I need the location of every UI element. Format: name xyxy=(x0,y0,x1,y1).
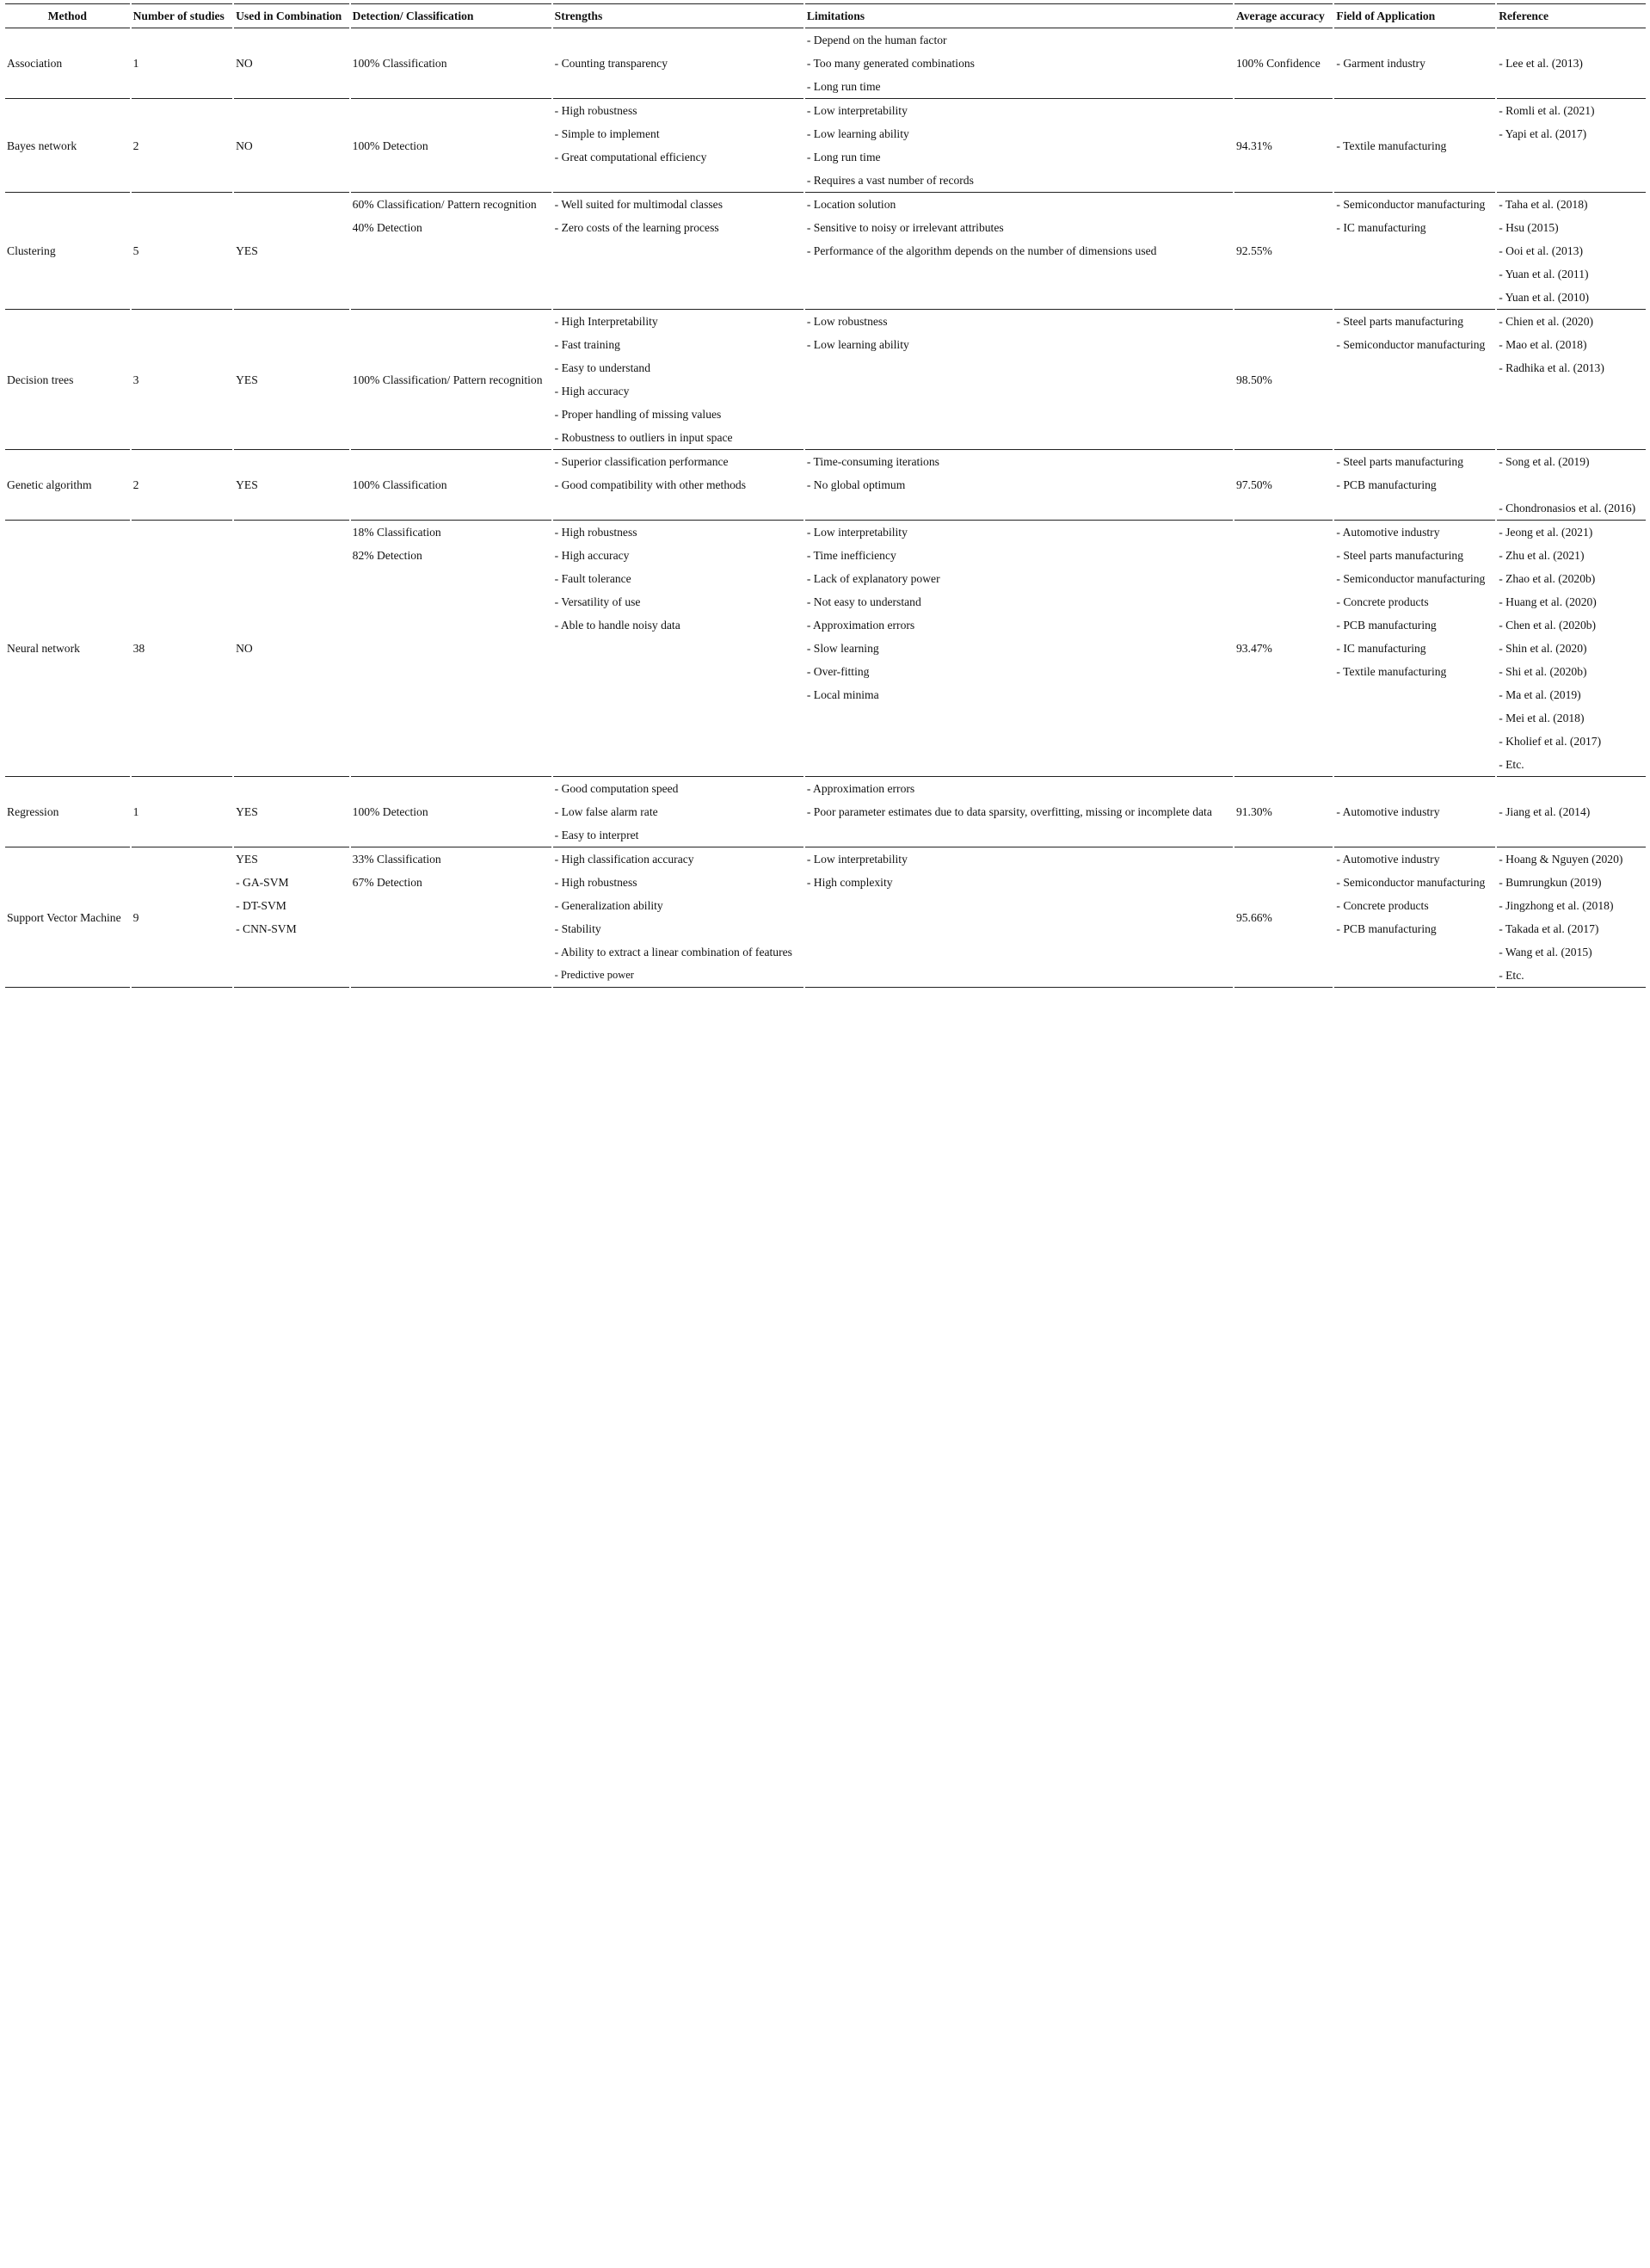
table-row xyxy=(5,521,1646,777)
reference-cell-line: - Etc. xyxy=(1499,758,1524,771)
method-cell: Neural network xyxy=(5,521,130,777)
limitations-cell xyxy=(805,193,1233,310)
strengths-cell-line: - High robustness xyxy=(554,526,637,539)
limitations-cell-line: - Performance of the algorithm depends on the number of dimensions used xyxy=(806,244,1157,257)
limitations-cell xyxy=(805,521,1233,777)
strengths-cell xyxy=(553,99,803,193)
limitations-cell-line: - Approximation errors xyxy=(806,619,915,632)
combination-cell xyxy=(234,847,349,988)
table-row xyxy=(5,28,1646,99)
reference-cell-line: - Hoang & Nguyen (2020) xyxy=(1499,853,1623,866)
combination-cell-line: - GA-SVM xyxy=(236,876,289,889)
reference-cell-line: - Zhao et al. (2020b) xyxy=(1499,572,1596,585)
limitations-cell-line: - Slow learning xyxy=(806,642,879,655)
field-cell xyxy=(1334,521,1495,777)
limitations-cell-line: - Too many generated combinations xyxy=(806,57,975,70)
limitations-cell-line: - High complexity xyxy=(806,876,893,889)
reference-cell-line: - Chien et al. (2020) xyxy=(1499,315,1594,328)
strengths-cell-line: - Good computation speed xyxy=(554,782,679,795)
reference-cell xyxy=(1497,847,1646,988)
limitations-cell-line: - Over-fitting xyxy=(806,665,870,678)
reference-cell-line: - Yuan et al. (2011) xyxy=(1499,268,1589,280)
header-strengths: Strengths xyxy=(553,3,803,28)
strengths-cell xyxy=(553,521,803,777)
combination-cell-line: YES xyxy=(236,805,258,818)
limitations-cell-line: - Low learning ability xyxy=(806,127,909,140)
reference-cell xyxy=(1497,310,1646,450)
field-cell-line: - Garment industry xyxy=(1336,57,1425,70)
reference-cell-line: - Zhu et al. (2021) xyxy=(1499,549,1585,562)
limitations-cell-line: - Poor parameter estimates due to data sparsity, overfitting, missing or incomplete data xyxy=(806,805,1212,818)
field-cell-line: - Semiconductor manufacturing xyxy=(1336,572,1486,585)
strengths-cell-line: - Easy to interpret xyxy=(554,829,639,841)
strengths-cell xyxy=(553,777,803,847)
combination-cell xyxy=(234,777,349,847)
combination-cell-line: YES xyxy=(236,373,258,386)
table-row xyxy=(5,193,1646,310)
limitations-cell-line: - Time inefficiency xyxy=(806,549,896,562)
combination-cell-line: YES xyxy=(236,244,258,257)
method-cell: Genetic algorithm xyxy=(5,450,130,521)
detection-cell-line: 100% Classification/ Pattern recognition xyxy=(352,373,543,386)
strengths-cell-line: - Great computational efficiency xyxy=(554,151,707,163)
combination-cell-line: - DT-SVM xyxy=(236,899,286,912)
strengths-cell-line: - High robustness xyxy=(554,876,637,889)
reference-cell-line: - Song et al. (2019) xyxy=(1499,455,1590,468)
field-cell-line: - PCB manufacturing xyxy=(1336,619,1437,632)
accuracy-cell: 93.47% xyxy=(1234,521,1333,777)
studies-cell: 5 xyxy=(132,193,232,310)
header-accuracy: Average accuracy xyxy=(1234,3,1333,28)
strengths-cell xyxy=(553,450,803,521)
reference-cell-line: - Mao et al. (2018) xyxy=(1499,338,1587,351)
field-cell xyxy=(1334,28,1495,99)
header-detection: Detection/ Classification xyxy=(351,3,551,28)
reference-cell-line: - Lee et al. (2013) xyxy=(1499,57,1583,70)
reference-cell-line: - Yapi et al. (2017) xyxy=(1499,127,1587,140)
detection-cell-line: 100% Classification xyxy=(352,478,447,491)
header-field: Field of Application xyxy=(1334,3,1495,28)
reference-cell-line: - Bumrungkun (2019) xyxy=(1499,876,1602,889)
strengths-cell-line: - Able to handle noisy data xyxy=(554,619,680,632)
studies-cell: 38 xyxy=(132,521,232,777)
table-header-row xyxy=(5,3,1646,28)
accuracy-cell: 100% Confidence xyxy=(1234,28,1333,99)
combination-cell-line: YES xyxy=(236,478,258,491)
limitations-cell-line: - Local minima xyxy=(806,688,879,701)
combination-cell xyxy=(234,193,349,310)
reference-cell-line: - Taha et al. (2018) xyxy=(1499,198,1588,211)
field-cell-line: - IC manufacturing xyxy=(1336,221,1426,234)
detection-cell-line: 40% Detection xyxy=(352,221,422,234)
method-cell: Association xyxy=(5,28,130,99)
field-cell-line: - Semiconductor manufacturing xyxy=(1336,338,1486,351)
combination-cell xyxy=(234,450,349,521)
strengths-cell-line: - Fast training xyxy=(554,338,620,351)
field-cell xyxy=(1334,777,1495,847)
strengths-cell-line: - Good compatibility with other methods xyxy=(554,478,747,491)
limitations-cell xyxy=(805,99,1233,193)
field-cell-line: - PCB manufacturing xyxy=(1336,922,1437,935)
reference-cell-line: - Huang et al. (2020) xyxy=(1499,595,1597,608)
reference-cell-line: - Shin et al. (2020) xyxy=(1499,642,1587,655)
combination-cell-line: NO xyxy=(236,139,253,152)
limitations-cell xyxy=(805,310,1233,450)
comparison-table-wrapper xyxy=(3,3,1647,988)
reference-cell-line: - Chondronasios et al. (2016) xyxy=(1499,502,1636,515)
limitations-cell-line: - No global optimum xyxy=(806,478,906,491)
combination-cell-line: NO xyxy=(236,57,253,70)
field-cell xyxy=(1334,99,1495,193)
detection-cell xyxy=(351,310,551,450)
limitations-cell-line: - Long run time xyxy=(806,80,881,93)
limitations-cell xyxy=(805,450,1233,521)
strengths-cell-line: - Simple to implement xyxy=(554,127,660,140)
reference-cell xyxy=(1497,28,1646,99)
strengths-cell xyxy=(553,193,803,310)
limitations-cell-line: - Low learning ability xyxy=(806,338,909,351)
strengths-cell-line: - Low false alarm rate xyxy=(554,805,658,818)
combination-cell-line: - CNN-SVM xyxy=(236,922,297,935)
header-combination: Used in Combination xyxy=(234,3,349,28)
field-cell-line: - Semiconductor manufacturing xyxy=(1336,198,1486,211)
reference-cell-line xyxy=(1499,473,1644,496)
strengths-cell-line: - Zero costs of the learning process xyxy=(554,221,719,234)
table-row xyxy=(5,450,1646,521)
limitations-cell-line: - Not easy to understand xyxy=(806,595,921,608)
studies-cell: 9 xyxy=(132,847,232,988)
combination-cell xyxy=(234,99,349,193)
detection-cell xyxy=(351,28,551,99)
accuracy-cell: 92.55% xyxy=(1234,193,1333,310)
strengths-cell-line: - Fault tolerance xyxy=(554,572,631,585)
reference-cell xyxy=(1497,99,1646,193)
accuracy-cell: 91.30% xyxy=(1234,777,1333,847)
reference-cell-line: - Yuan et al. (2010) xyxy=(1499,291,1590,304)
header-limitations: Limitations xyxy=(805,3,1233,28)
detection-cell-line: 100% Detection xyxy=(352,805,428,818)
strengths-cell-line: - Proper handling of missing values xyxy=(554,408,722,421)
field-cell-line: - Concrete products xyxy=(1336,899,1429,912)
field-cell-line: - Textile manufacturing xyxy=(1336,665,1447,678)
combination-cell xyxy=(234,521,349,777)
field-cell-line: - Steel parts manufacturing xyxy=(1336,549,1464,562)
detection-cell-line: 33% Classification xyxy=(352,853,441,866)
limitations-cell-line: - Time-consuming iterations xyxy=(806,455,939,468)
detection-cell xyxy=(351,521,551,777)
field-cell xyxy=(1334,310,1495,450)
accuracy-cell: 97.50% xyxy=(1234,450,1333,521)
table-row xyxy=(5,99,1646,193)
field-cell-line: - IC manufacturing xyxy=(1336,642,1426,655)
strengths-cell xyxy=(553,28,803,99)
reference-cell-line: - Hsu (2015) xyxy=(1499,221,1559,234)
field-cell-line: - Automotive industry xyxy=(1336,805,1440,818)
limitations-cell-line: - Low interpretability xyxy=(806,526,908,539)
reference-cell-line: - Takada et al. (2017) xyxy=(1499,922,1599,935)
studies-cell: 3 xyxy=(132,310,232,450)
studies-cell: 2 xyxy=(132,99,232,193)
strengths-cell-line: - Superior classification performance xyxy=(554,455,729,468)
strengths-cell-line: - High accuracy xyxy=(554,385,630,398)
reference-cell-line: - Shi et al. (2020b) xyxy=(1499,665,1587,678)
reference-cell-line: - Wang et al. (2015) xyxy=(1499,946,1592,958)
reference-cell-line: - Etc. xyxy=(1499,969,1524,982)
reference-cell-line: - Jingzhong et al. (2018) xyxy=(1499,899,1614,912)
reference-cell-line: - Mei et al. (2018) xyxy=(1499,712,1585,724)
field-cell-line: - Automotive industry xyxy=(1336,853,1440,866)
limitations-cell-line: - Requires a vast number of records xyxy=(806,174,974,187)
strengths-cell-line: - High accuracy xyxy=(554,549,630,562)
limitations-cell xyxy=(805,847,1233,988)
field-cell-line: - Textile manufacturing xyxy=(1336,139,1447,152)
methods-comparison-table xyxy=(3,3,1647,988)
reference-cell-line: - Kholief et al. (2017) xyxy=(1499,735,1602,748)
detection-cell xyxy=(351,193,551,310)
strengths-cell-line: - High Interpretability xyxy=(554,315,658,328)
table-row xyxy=(5,310,1646,450)
strengths-cell-line: - Generalization ability xyxy=(554,899,663,912)
field-cell xyxy=(1334,450,1495,521)
combination-cell-line: YES xyxy=(236,853,258,866)
method-cell: Clustering xyxy=(5,193,130,310)
reference-cell xyxy=(1497,193,1646,310)
limitations-cell xyxy=(805,28,1233,99)
strengths-cell-line: - Ability to extract a linear combination of features xyxy=(554,946,792,958)
limitations-cell-line: - Lack of explanatory power xyxy=(806,572,940,585)
limitations-cell-line: - Depend on the human factor xyxy=(806,34,947,46)
detection-cell xyxy=(351,847,551,988)
limitations-cell xyxy=(805,777,1233,847)
strengths-cell-line: - Versatility of use xyxy=(554,595,641,608)
table-body xyxy=(5,28,1646,988)
reference-cell-line: - Ma et al. (2019) xyxy=(1499,688,1581,701)
strengths-cell-line: - Easy to understand xyxy=(554,361,651,374)
reference-cell xyxy=(1497,521,1646,777)
strengths-cell xyxy=(553,310,803,450)
limitations-cell-line: - Long run time xyxy=(806,151,881,163)
field-cell-line: - Automotive industry xyxy=(1336,526,1440,539)
reference-cell-line: - Ooi et al. (2013) xyxy=(1499,244,1583,257)
reference-cell-line: - Romli et al. (2021) xyxy=(1499,104,1595,117)
field-cell xyxy=(1334,847,1495,988)
detection-cell-line: 82% Detection xyxy=(352,549,422,562)
table-row xyxy=(5,847,1646,988)
strengths-cell-line: - Predictive power xyxy=(554,969,634,981)
limitations-cell-line: - Location solution xyxy=(806,198,896,211)
strengths-cell xyxy=(553,847,803,988)
limitations-cell-line: - Low interpretability xyxy=(806,104,908,117)
reference-cell xyxy=(1497,450,1646,521)
reference-cell-line: - Chen et al. (2020b) xyxy=(1499,619,1597,632)
method-cell: Decision trees xyxy=(5,310,130,450)
detection-cell-line: 18% Classification xyxy=(352,526,441,539)
detection-cell-line: 100% Detection xyxy=(352,139,428,152)
method-cell: Regression xyxy=(5,777,130,847)
accuracy-cell: 94.31% xyxy=(1234,99,1333,193)
limitations-cell-line: - Approximation errors xyxy=(806,782,915,795)
header-method: Method xyxy=(5,3,130,28)
detection-cell xyxy=(351,450,551,521)
limitations-cell-line: - Sensitive to noisy or irrelevant attributes xyxy=(806,221,1004,234)
reference-cell-line: - Radhika et al. (2013) xyxy=(1499,361,1604,374)
detection-cell xyxy=(351,777,551,847)
field-cell xyxy=(1334,193,1495,310)
strengths-cell-line: - Stability xyxy=(554,922,601,935)
studies-cell: 2 xyxy=(132,450,232,521)
detection-cell xyxy=(351,99,551,193)
method-cell: Bayes network xyxy=(5,99,130,193)
method-cell: Support Vector Machine xyxy=(5,847,130,988)
detection-cell-line: 100% Classification xyxy=(352,57,447,70)
field-cell-line: - Steel parts manufacturing xyxy=(1336,455,1464,468)
accuracy-cell: 98.50% xyxy=(1234,310,1333,450)
field-cell-line: - PCB manufacturing xyxy=(1336,478,1437,491)
strengths-cell-line: - Well suited for multimodal classes xyxy=(554,198,723,211)
reference-cell xyxy=(1497,777,1646,847)
reference-cell-line: - Jeong et al. (2021) xyxy=(1499,526,1593,539)
strengths-cell-line: - High classification accuracy xyxy=(554,853,694,866)
strengths-cell-line: - Robustness to outliers in input space xyxy=(554,431,733,444)
header-reference: Reference xyxy=(1497,3,1646,28)
combination-cell-line: NO xyxy=(236,642,253,655)
field-cell-line: - Concrete products xyxy=(1336,595,1429,608)
studies-cell: 1 xyxy=(132,777,232,847)
limitations-cell-line: - Low interpretability xyxy=(806,853,908,866)
detection-cell-line: 67% Detection xyxy=(352,876,422,889)
detection-cell-line: 60% Classification/ Pattern recognition xyxy=(352,198,537,211)
accuracy-cell: 95.66% xyxy=(1234,847,1333,988)
strengths-cell-line: - High robustness xyxy=(554,104,637,117)
field-cell-line: - Semiconductor manufacturing xyxy=(1336,876,1486,889)
studies-cell: 1 xyxy=(132,28,232,99)
limitations-cell-line: - Low robustness xyxy=(806,315,888,328)
field-cell-line: - Steel parts manufacturing xyxy=(1336,315,1464,328)
combination-cell xyxy=(234,310,349,450)
strengths-cell-line: - Counting transparency xyxy=(554,57,668,70)
reference-cell-line: - Jiang et al. (2014) xyxy=(1499,805,1591,818)
header-studies: Number of studies xyxy=(132,3,232,28)
combination-cell xyxy=(234,28,349,99)
table-row xyxy=(5,777,1646,847)
